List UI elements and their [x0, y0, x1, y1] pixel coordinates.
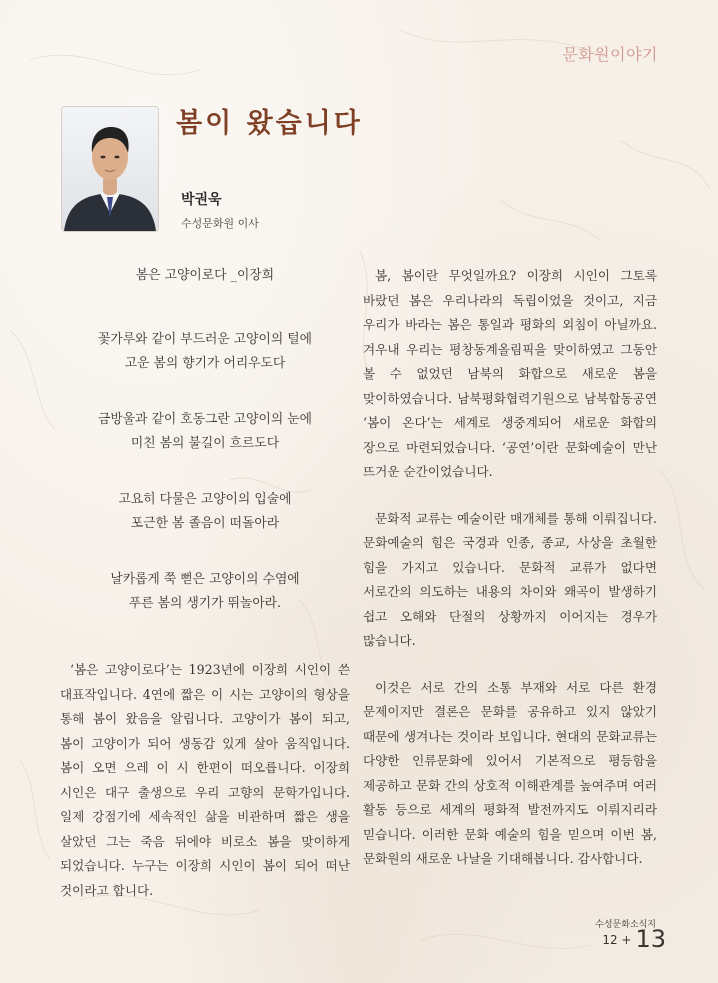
author-photo [61, 106, 159, 232]
magazine-name: 수성문화소식지 [595, 920, 656, 930]
page-numbers [602, 925, 666, 953]
body-paragraph: 봄, 봄이란 무엇일까요? 이장희 시인이 그토록 바랐던 봄은 우리나라의 독립이었을 것이고, 지금 우리가 바라는 봄은 통일과 평화의 외침이 아닐까요. 겨우내 우리는 평창동계올림픽을 맞이하였고 그동안 볼 수 없었던 남북의 화합으로 새로운 봄을 맞이하였습니다. 남북평화협력기원으로 남북합동공연 ‘봄이 온다’는 세계로 생중계되어 새로운 화합의 장으로 마련되었습니다. ‘공연’이란 문화예술이 만난 뜨거운 순간이었습니다. [363, 268, 657, 479]
body-paragraph: 문화적 교류는 예술이란 매개체를 통해 이뤄집니다. 문화예술의 힘은 국경과 인종, 종교, 사상을 초월한 힘을 가지고 있습니다. 문화적 교류가 없다면 서로간의 의도하는 내용의 차이와 왜곡이 발생하기 쉽고 오해와 단절의 상황까지 이어지는 경우가 많습니다. [363, 510, 657, 648]
poem-line: 금방울과 같이 호동그란 고양이의 눈에 [97, 412, 313, 427]
poem-line: 꽃가루와 같이 부드러운 고양이의 털에 [97, 332, 313, 347]
left-column [60, 264, 350, 903]
right-column [363, 264, 657, 872]
section-label: 문화원이야기 [562, 45, 658, 64]
poem-line: 고운 봄의 향기가 어리우도다 [124, 356, 286, 371]
poem [60, 264, 350, 616]
article-title: 봄이 왔습니다 [176, 108, 363, 139]
author-role: 수성문화원 이사 [181, 217, 259, 230]
page-number-right: 13 [635, 925, 666, 953]
poem-title: 봄은 고양이로다 _이장희 [135, 268, 275, 283]
body-paragraph: 이것은 서로 간의 소통 부재와 서로 다른 환경 문제이지만 결론은 문화를 공유하고 있지 않았기 때문에 생겨나는 것이라 보입니다. 현대의 문화교류는 다양한 인류문화에 있어서 기본적으로 평등함을 제공하고 문화 간의 상호적 이해관계를 높여주며 여러 활동 등으로 세계의 평화적 발전까지도 이뤄지리라 믿습니다. 이러한 문화 예술의 힘을 믿으며 이번 봄, 문화원의 새로운 나날을 기대해봅니다. 감사합니다. [363, 679, 657, 866]
poem-line: 날카롭게 쭉 뻗은 고양이의 수염에 [110, 572, 300, 587]
poem-line: 포근한 봄 졸음이 떠돌아라 [130, 516, 280, 531]
poem-line: 푸른 봄의 생기가 뛰놀아라. [128, 596, 282, 611]
poem-line: 미친 봄의 불길이 흐르도다 [130, 436, 280, 451]
body-paragraph: ‘봄은 고양이로다’는 1923년에 이장희 시인이 쓴 대표작입니다. 4연에 짧은 이 시는 고양이의 형상을 통해 봄이 왔음을 알립니다. 고양이가 봄이 되고, 봄이 고양이가 되어 생동감 있게 살아 움직입니다. 봄이 오면 으레 이 시 한편이 떠오릅니다. 이장희 시인은 대구 출생으로 우리 고향의 문학가입니다. 일제 강점기에 세속적인 삶을 비관하며 짧은 생을 살았던 그는 죽음 뒤에야 비로소 봄을 맞이하게 되었습니다. 누구는 이장희 시인이 봄이 되어 떠난 것이라고 합니다. [60, 662, 350, 898]
page-number-left: 12 + [602, 933, 632, 947]
poem-line: 고요히 다물은 고양이의 입술에 [118, 492, 292, 507]
author-name: 박권욱 [181, 192, 222, 208]
